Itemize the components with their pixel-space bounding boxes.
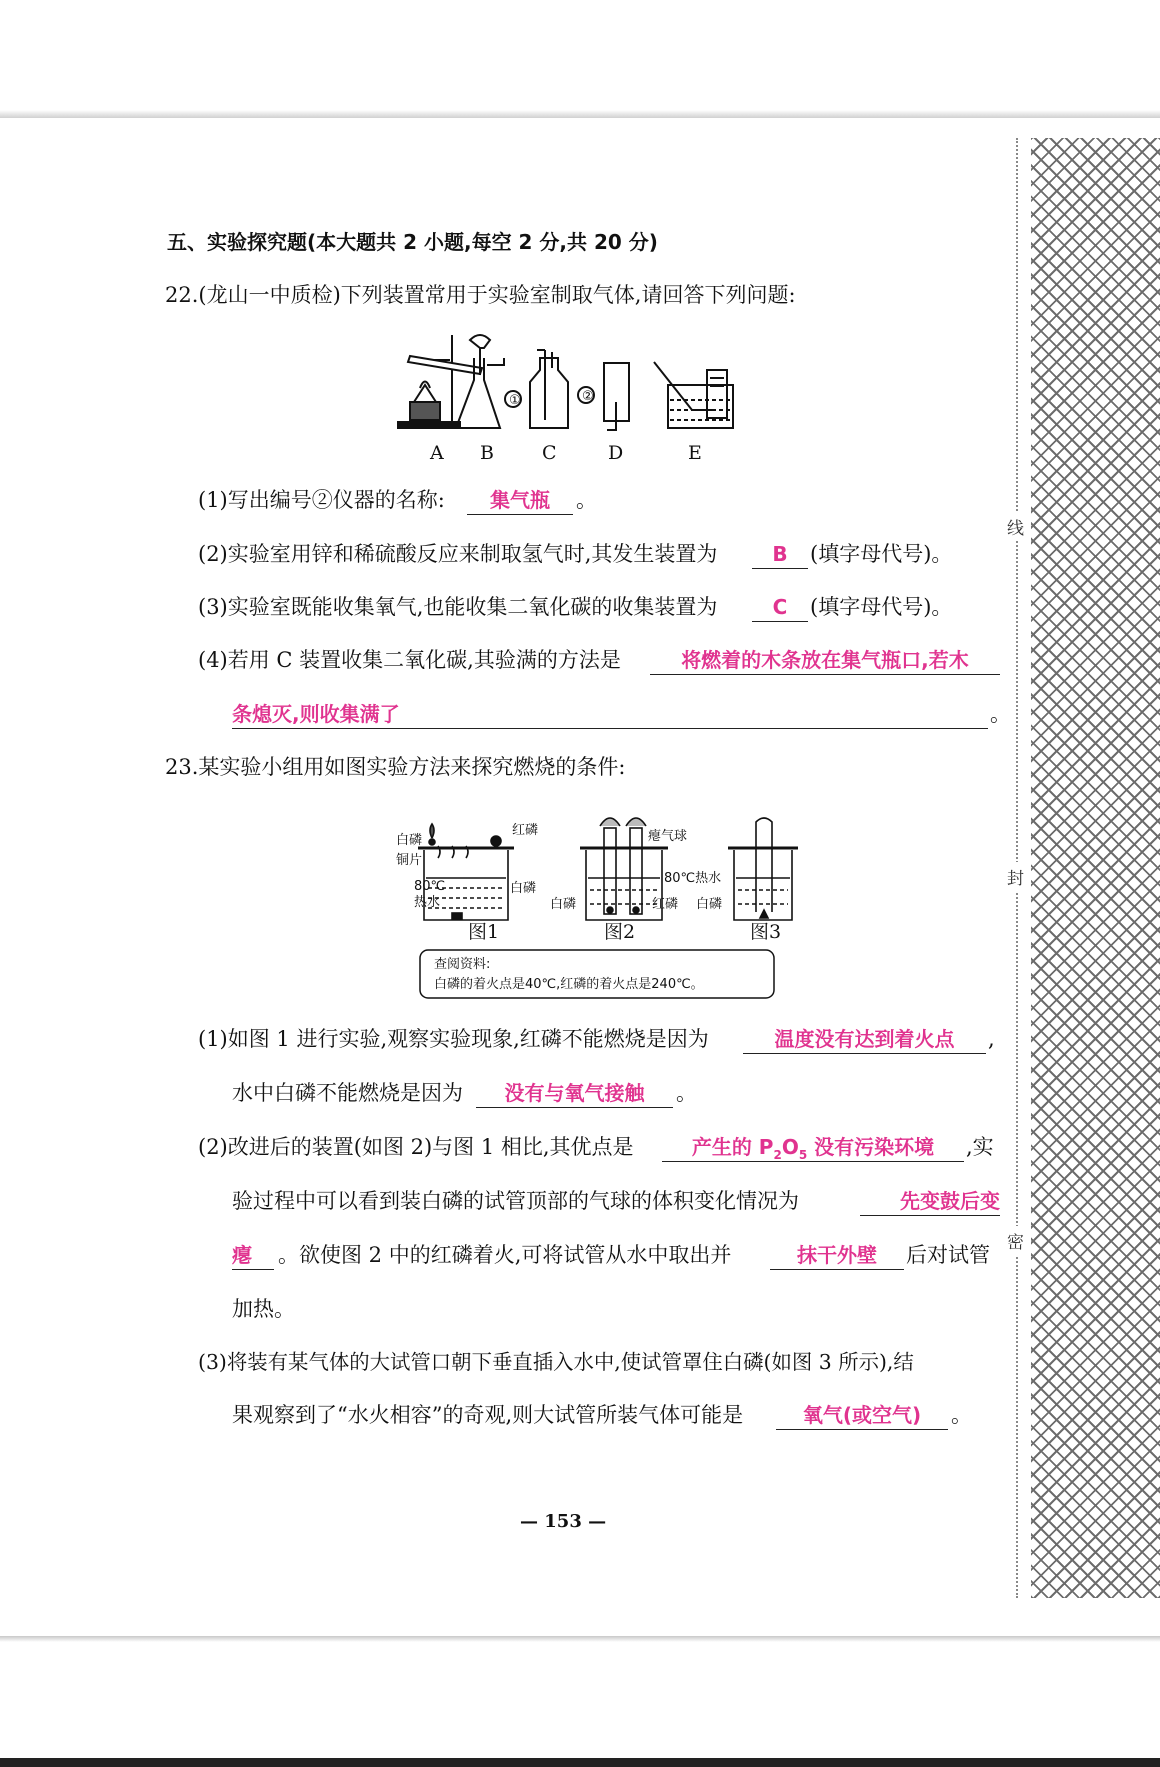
- mark-2: ②: [582, 389, 594, 404]
- q22-p2-answer: B: [752, 540, 808, 569]
- viewer-bottom-margin: [0, 1636, 1160, 1767]
- label-e: E: [688, 442, 702, 464]
- q23-p2d-text: 加热。: [232, 1297, 295, 1321]
- fig3-label-white-p: 白磷: [696, 897, 723, 912]
- label-a: A: [430, 442, 444, 464]
- side-char-xian: 线: [1007, 512, 1024, 541]
- q22-p2-post: (填字母代号)。: [810, 542, 953, 566]
- fig2-label-red-p: 红磷: [652, 897, 679, 912]
- q22-stem: 22.(龙山一中质检)下列装置常用于实验室制取气体,请回答下列问题:: [165, 283, 796, 307]
- q23-p3-post: 。: [951, 1403, 972, 1427]
- fig3-beaker: [728, 818, 798, 920]
- q22-apparatus-figure: [392, 330, 812, 468]
- label-c: C: [542, 442, 557, 464]
- fig1-label-white-p: 白磷: [396, 833, 423, 848]
- q23-p3-text-line2: 果观察到了“水火相容”的奇观,则大试管所装气体可能是: [232, 1403, 744, 1427]
- q23-p2-text: (2)改进后的装置(如图 2)与图 1 相比,其优点是: [198, 1135, 634, 1159]
- q23-p2b-text: 验过程中可以看到装白磷的试管顶部的气球的体积变化情况为: [232, 1189, 799, 1213]
- q23-p2-post: ,实: [966, 1135, 994, 1159]
- q22-p3-answer: C: [752, 593, 808, 622]
- section-title: 五、实验探究题(本大题共 2 小题,每空 2 分,共 20 分): [167, 230, 658, 254]
- viewer-top-margin: [0, 0, 1160, 118]
- fig1-label-temp: 80℃: [414, 879, 446, 894]
- binding-margin-pattern: [1031, 138, 1160, 1598]
- q22-p1-post: 。: [576, 488, 597, 512]
- q22-p4-text: (4)若用 C 装置收集二氧化碳,其验满的方法是: [198, 648, 621, 672]
- q22-p3-text: (3)实验室既能收集氧气,也能收集二氧化碳的收集装置为: [198, 595, 718, 619]
- fig1-label-white-p2: 白磷: [510, 881, 537, 896]
- fig1-caption: 图1: [468, 921, 500, 943]
- q22-p3-post: (填字母代号)。: [810, 595, 953, 619]
- fig1-label-red-p: 红磷: [512, 823, 539, 838]
- apparatus-b: [456, 335, 521, 428]
- fig2-caption: 图2: [604, 921, 636, 943]
- fig1-label-hot-water: 热水: [414, 895, 441, 910]
- q22-p1-answer: 集气瓶: [467, 486, 573, 515]
- q23-p1-answer: 温度没有达到着火点: [743, 1025, 986, 1054]
- apparatus-e: [654, 362, 733, 428]
- q23-p1b-post: 。: [676, 1081, 697, 1105]
- mark-1: ①: [509, 393, 521, 408]
- q23-p2b-answer: 先变鼓后变: [860, 1187, 1000, 1216]
- label-b: B: [480, 442, 494, 464]
- q23-p2c-answer: 瘪: [232, 1241, 274, 1270]
- fig3-caption: 图3: [750, 921, 782, 943]
- apparatus-d: [604, 363, 629, 430]
- q23-stem: 23.某实验小组用如图实验方法来探究燃烧的条件:: [165, 755, 626, 779]
- q23-p1b-text: 水中白磷不能燃烧是因为: [232, 1081, 463, 1105]
- apparatus-a: [398, 335, 482, 428]
- page-number: — 153 —: [520, 1511, 607, 1532]
- q23-p2c-post: 后对试管: [906, 1243, 990, 1267]
- q23-p3-text-line1: (3)将装有某气体的大试管口朝下垂直插入水中,使试管罩住白磷(如图 3 所示),结: [198, 1350, 914, 1374]
- side-char-feng: 封: [1007, 862, 1024, 891]
- label-d: D: [608, 442, 624, 464]
- fig2-label-hot-water: 80℃热水: [664, 871, 722, 886]
- q23-p3-answer: 氧气(或空气): [776, 1401, 948, 1430]
- q23-p1-text: (1)如图 1 进行实验,观察实验现象,红磷不能燃烧是因为: [198, 1027, 709, 1051]
- q22-p1-text: (1)写出编号②仪器的名称:: [198, 488, 445, 512]
- q22-p4-post: 。: [990, 702, 1011, 726]
- fig2-label-white-p: 白磷: [550, 897, 577, 912]
- q23-p2c-answer2: 抹干外壁: [770, 1241, 904, 1270]
- viewer-bottom-bar: [0, 1758, 1160, 1767]
- q22-p4-answer-line1: 将燃着的木条放在集气瓶口,若木: [650, 646, 1000, 675]
- q22-p4-answer-line2: 条熄灭,则收集满了: [232, 700, 988, 729]
- note-body: 白磷的着火点是40℃,红磷的着火点是240℃。: [434, 977, 704, 992]
- q23-p1b-answer: 没有与氧气接触: [476, 1079, 673, 1108]
- fig1-label-copper: 铜片: [396, 853, 423, 868]
- side-char-mi: 密: [1007, 1226, 1024, 1255]
- q23-p2-answer: 产生的 $P_2O_5$ 没有污染环境: [662, 1133, 964, 1162]
- note-title: 查阅资料:: [434, 957, 491, 972]
- fig2-label-balloon: 瘪气球: [648, 829, 688, 844]
- q22-p2-text: (2)实验室用锌和稀硫酸反应来制取氢气时,其发生装置为: [198, 542, 718, 566]
- q23-p2c-text: 。欲使图 2 中的红磷着火,可将试管从水中取出并: [278, 1243, 732, 1267]
- q23-combustion-figure: [394, 808, 814, 1003]
- q23-p1-post: ,: [988, 1027, 995, 1051]
